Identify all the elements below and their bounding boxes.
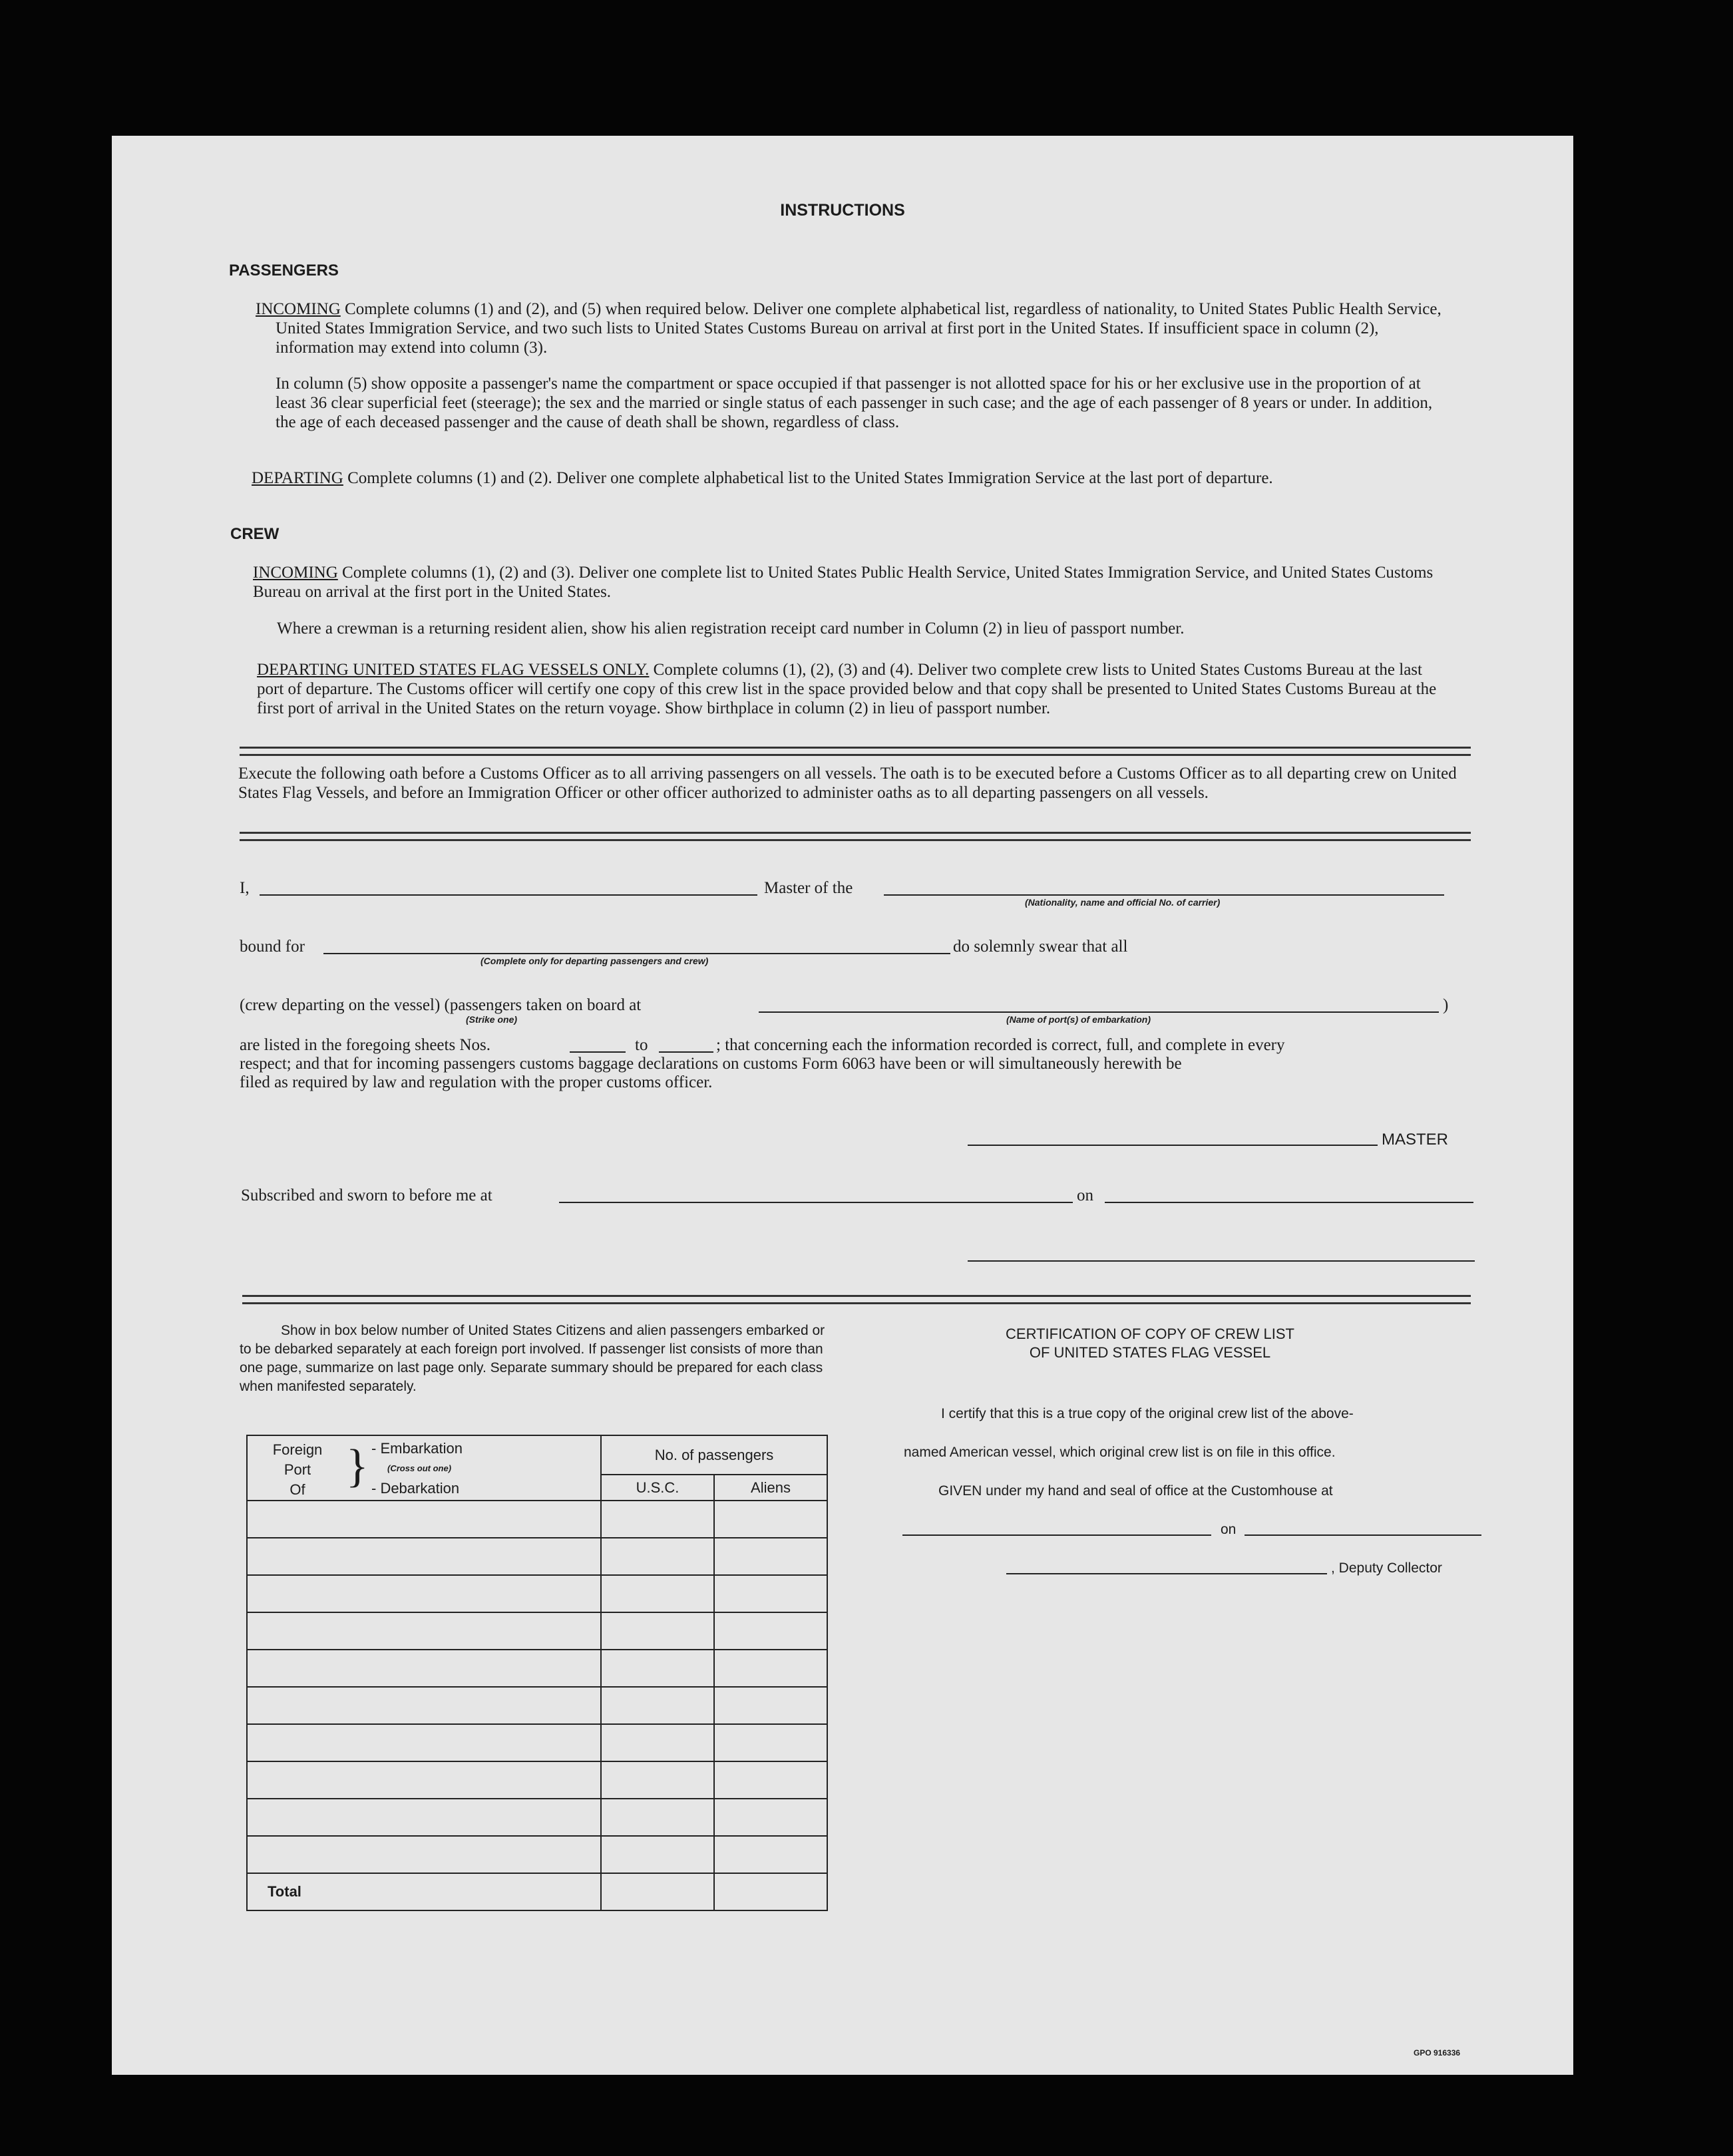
usc-cell[interactable] xyxy=(601,1724,714,1761)
embarkation-label: - Embarkation xyxy=(371,1440,463,1457)
usc-cell[interactable] xyxy=(601,1575,714,1612)
close-paren: ) xyxy=(1443,996,1449,1014)
usc-cell[interactable] xyxy=(601,1836,714,1873)
cert-on-label: on xyxy=(1221,1522,1237,1537)
certify-line-2: named American vessel, which original crew list is on file in this office. xyxy=(904,1445,1336,1460)
aliens-cell[interactable] xyxy=(714,1836,827,1873)
crew-incoming-text: Complete columns (1), (2) and (3). Deliver one complete list to United States Public Health Service, United States Immigration Service, and United States Customs Bureau on arrival at the first port in the United States. xyxy=(253,564,1434,601)
crew-departing-label: (crew departing on the vessel) (passengers taken on board at xyxy=(240,996,642,1014)
officer-signature-field[interactable] xyxy=(968,1260,1475,1262)
usc-cell[interactable] xyxy=(601,1501,714,1538)
certification-title-2: OF UNITED STATES FLAG VESSEL xyxy=(1029,1344,1271,1361)
usc-cell[interactable] xyxy=(601,1650,714,1687)
aliens-cell[interactable] xyxy=(714,1650,827,1687)
oath-i-label: I, xyxy=(240,879,250,897)
passengers-incoming-text: Complete columns (1) and (2), and (5) when required below. Deliver one complete alphabetical list, regardless of nationality, to United States Public Health Service, United States Immigration Service, and two such lists to United States Customs Bureau on arrival at first port in the United States. If insufficient space in column (2), information may extend into column (3). xyxy=(276,300,1442,357)
subscribed-label: Subscribed and sworn to before me at xyxy=(241,1186,492,1204)
divider xyxy=(242,1295,1471,1304)
master-label: MASTER xyxy=(1382,1131,1449,1149)
table-row xyxy=(247,1650,827,1687)
crew-departing-label: DEPARTING UNITED STATES FLAG VESSELS ONLY. xyxy=(257,661,650,679)
page-title: INSTRUCTIONS xyxy=(780,201,905,220)
passengers-incoming-paragraph xyxy=(256,299,1460,357)
usc-cell[interactable] xyxy=(601,1799,714,1836)
port-cell[interactable] xyxy=(247,1836,601,1873)
usc-cell[interactable] xyxy=(601,1538,714,1575)
summary-note: Show in box below number of United States Citizens and alien passengers embarked or to be debarked separately at each foreign port involved. If passenger list consists of more than one page, summarize on last page only. Separate summary should be prepared for each class when manifested separately. xyxy=(240,1323,825,1394)
on-label: on xyxy=(1077,1186,1093,1204)
crew-heading: CREW xyxy=(230,525,280,543)
cert-date-field[interactable] xyxy=(1245,1534,1481,1536)
port-cell[interactable] xyxy=(247,1687,601,1724)
deputy-signature-field[interactable] xyxy=(1006,1573,1327,1574)
gpo-code: GPO 916336 xyxy=(1414,2048,1461,2058)
sheet-to-field[interactable] xyxy=(659,1051,713,1053)
crew-departing-paragraph xyxy=(257,660,1440,718)
bound-for-hint: (Complete only for departing passengers and crew) xyxy=(481,956,709,966)
usc-cell[interactable] xyxy=(601,1612,714,1650)
port-cell[interactable] xyxy=(247,1612,601,1650)
bound-for-label: bound for xyxy=(240,938,305,956)
master-signature-field[interactable] xyxy=(968,1145,1378,1146)
brace-icon: } xyxy=(346,1441,369,1492)
master-of-the-label: Master of the xyxy=(764,879,853,897)
port-cell[interactable] xyxy=(247,1650,601,1687)
sworn-place-field[interactable] xyxy=(559,1202,1073,1203)
foreign-label: Foreign xyxy=(272,1441,323,1458)
crew-incoming-label: INCOMING xyxy=(253,564,338,582)
sheet-from-field[interactable] xyxy=(570,1051,626,1053)
port-cell[interactable] xyxy=(247,1799,601,1836)
customhouse-field[interactable] xyxy=(902,1534,1211,1536)
listed-text-2: respect; and that for incoming passengers customs baggage declarations on customs Form 6063 have been or will simultaneously herewith be xyxy=(240,1055,1182,1073)
passengers-heading: PASSENGERS xyxy=(229,262,339,279)
listed-label: are listed in the foregoing sheets Nos. xyxy=(240,1036,490,1054)
passengers-column5-paragraph: In column (5) show opposite a passenger's name the compartment or space occupied if that passenger is not allotted space for his or her exclusive use in the proportion of at least 36 clear superficial feet (steerage); the sex and the married or single status of each passenger in such case; and the age of each passenger of 8 years or under. In addition, the age of each deceased passenger and the cause of death shall be shown, regardless of class. xyxy=(276,375,1433,431)
strike-one-hint: (Strike one) xyxy=(466,1014,518,1025)
swear-label: do solemnly swear that all xyxy=(953,938,1128,956)
aliens-cell[interactable] xyxy=(714,1761,827,1799)
listed-text-3: filed as required by law and regulation with the proper customs officer. xyxy=(240,1073,713,1091)
cross-out-hint: (Cross out one) xyxy=(387,1463,452,1473)
passenger-summary-table xyxy=(246,1435,828,1911)
of-label: Of xyxy=(289,1481,305,1498)
table-row xyxy=(247,1575,827,1612)
port-label: Port xyxy=(284,1461,311,1478)
to-label: to xyxy=(635,1036,648,1054)
aliens-cell[interactable] xyxy=(714,1687,827,1724)
usc-total-cell[interactable] xyxy=(601,1873,714,1910)
table-row xyxy=(247,1687,827,1724)
aliens-cell[interactable] xyxy=(714,1538,827,1575)
passengers-incoming-label: INCOMING xyxy=(256,300,341,318)
port-cell[interactable] xyxy=(247,1538,601,1575)
certification-title-1: CERTIFICATION OF COPY OF CREW LIST xyxy=(1006,1326,1294,1342)
aliens-cell[interactable] xyxy=(714,1724,827,1761)
crew-incoming-paragraph xyxy=(253,563,1440,602)
bound-for-field[interactable] xyxy=(323,953,950,954)
table-row xyxy=(247,1761,827,1799)
aliens-cell[interactable] xyxy=(714,1575,827,1612)
divider xyxy=(240,747,1471,756)
aliens-total-cell[interactable] xyxy=(714,1873,827,1910)
total-row xyxy=(247,1873,827,1910)
port-hint: (Name of port(s) of embarkation) xyxy=(1006,1014,1151,1025)
divider xyxy=(240,832,1471,841)
master-name-field[interactable] xyxy=(260,894,757,896)
usc-cell[interactable] xyxy=(601,1687,714,1724)
crew-resident-paragraph: Where a crewman is a returning resident alien, show his alien registration receipt card number in Column (2) in lieu of passport number. xyxy=(277,620,1185,637)
table-row xyxy=(247,1501,827,1538)
passengers-departing-text: Complete columns (1) and (2). Deliver one complete alphabetical list to the United States Immigration Service at the last port of departure. xyxy=(347,469,1273,487)
port-cell[interactable] xyxy=(247,1501,601,1538)
table-header-row xyxy=(247,1435,827,1475)
deputy-collector-label: , Deputy Collector xyxy=(1331,1560,1442,1576)
form-sheet xyxy=(112,136,1573,2075)
port-cell[interactable] xyxy=(247,1575,601,1612)
sworn-date-field[interactable] xyxy=(1105,1202,1473,1203)
aliens-header: Aliens xyxy=(714,1475,827,1501)
aliens-cell[interactable] xyxy=(714,1501,827,1538)
table-row xyxy=(247,1538,827,1575)
total-label: Total xyxy=(247,1873,601,1910)
port-header-cell xyxy=(247,1435,601,1501)
passengers-departing-paragraph xyxy=(252,468,1440,488)
certify-line-3: GIVEN under my hand and seal of office at the Customhouse at xyxy=(938,1483,1333,1499)
passengers-departing-label: DEPARTING xyxy=(252,469,343,487)
table-row xyxy=(247,1724,827,1761)
debarkation-label: - Debarkation xyxy=(371,1480,460,1497)
port-cell[interactable] xyxy=(247,1724,601,1761)
crew-departing-text: Complete columns (1), (2), (3) and (4). Deliver two complete crew lists to United States Customs Bureau at the last port of departure. The Customs officer will certify one copy of this crew list in the space provided below and that copy shall be presented to United States Customs Bureau at the first port of arrival in the United States on the return voyage. Show birthplace in column (2) in lieu of passport number. xyxy=(257,661,1437,717)
aliens-cell[interactable] xyxy=(714,1799,827,1836)
port-cell[interactable] xyxy=(247,1761,601,1799)
port-embarkation-field[interactable] xyxy=(759,1011,1439,1013)
aliens-cell[interactable] xyxy=(714,1612,827,1650)
no-passengers-header: No. of passengers xyxy=(601,1435,827,1475)
table-row xyxy=(247,1836,827,1873)
usc-header: U.S.C. xyxy=(601,1475,714,1501)
table-row xyxy=(247,1612,827,1650)
carrier-field[interactable] xyxy=(884,894,1444,896)
oath-intro: Execute the following oath before a Customs Officer as to all arriving passengers on all vessels. The oath is to be executed before a Customs Officer as to all departing crew on United States Flag Vessels, and before an Immigration Officer or other officer authorized to administer oaths as to all departing passengers on all vessels. xyxy=(238,765,1457,802)
usc-cell[interactable] xyxy=(601,1761,714,1799)
nationality-hint: (Nationality, name and official No. of carrier) xyxy=(1025,897,1221,908)
certify-line-1: I certify that this is a true copy of the original crew list of the above- xyxy=(941,1406,1354,1421)
listed-text-1: ; that concerning each the information recorded is correct, full, and complete in every xyxy=(716,1036,1285,1054)
table-row xyxy=(247,1799,827,1836)
